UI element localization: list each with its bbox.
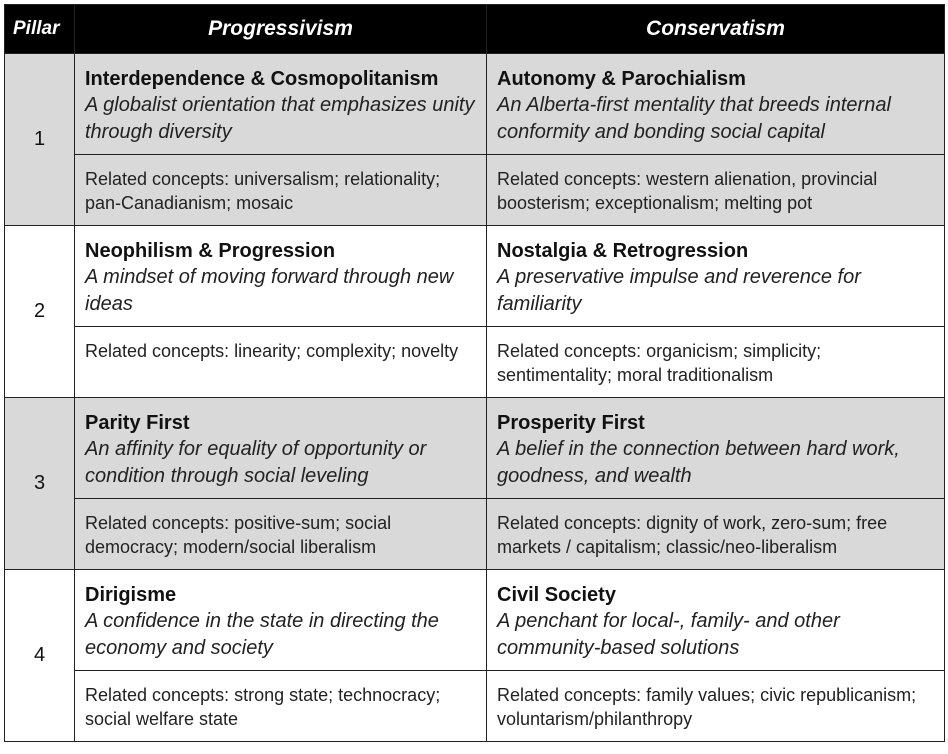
header-pillar: Pillar — [5, 5, 75, 54]
header-conservatism: Conservatism — [487, 5, 945, 54]
progressivism-title: Neophilism & Progression — [85, 240, 336, 262]
progressivism-title: Interdependence & Cosmopolitanism — [85, 68, 439, 90]
conservatism-title: Prosperity First — [497, 412, 645, 434]
pillar-2-main-row — [5, 226, 945, 327]
progressivism-cell — [75, 226, 487, 327]
progressivism-description: A globalist orientation that emphasizes unity through diversity — [85, 94, 475, 143]
pillars-table — [4, 4, 945, 742]
progressivism-description: A confidence in the state in directing the economy and society — [85, 610, 439, 659]
progressivism-related: Related concepts: strong state; technocracy; social welfare state — [75, 671, 487, 742]
progressivism-related: Related concepts: linearity; complexity; novelty — [75, 327, 487, 398]
progressivism-title: Dirigisme — [85, 584, 177, 606]
pillar-2-related-row — [5, 327, 945, 398]
progressivism-related: Related concepts: universalism; relationality; pan-Canadianism; mosaic — [75, 155, 487, 226]
pillar-4-main-row — [5, 570, 945, 671]
conservatism-cell — [487, 570, 945, 671]
conservatism-related: Related concepts: dignity of work, zero-sum; free markets / capitalism; classic/neo-liberalism — [487, 499, 945, 570]
pillar-4-related-row — [5, 671, 945, 742]
progressivism-related: Related concepts: positive-sum; social democracy; modern/social liberalism — [75, 499, 487, 570]
conservatism-description: An Alberta-first mentality that breeds internal conformity and bonding social capital — [497, 94, 891, 143]
pillar-3-main-row — [5, 398, 945, 499]
pillar-1-main-row — [5, 54, 945, 155]
progressivism-description: A mindset of moving forward through new ideas — [85, 266, 454, 315]
conservatism-related: Related concepts: family values; civic republicanism; voluntarism/philanthropy — [487, 671, 945, 742]
conservatism-related: Related concepts: organicism; simplicity; sentimentality; moral traditionalism — [487, 327, 945, 398]
conservatism-title: Autonomy & Parochialism — [497, 68, 746, 90]
progressivism-cell — [75, 398, 487, 499]
pillar-number: 2 — [5, 226, 75, 398]
conservatism-description: A belief in the connection between hard work, goodness, and wealth — [497, 438, 900, 487]
progressivism-cell — [75, 54, 487, 155]
conservatism-cell — [487, 398, 945, 499]
pillar-3-related-row — [5, 499, 945, 570]
pillar-number: 3 — [5, 398, 75, 570]
conservatism-title: Civil Society — [497, 584, 616, 606]
progressivism-cell — [75, 570, 487, 671]
progressivism-description: An affinity for equality of opportunity or condition through social leveling — [85, 438, 427, 487]
conservatism-cell — [487, 54, 945, 155]
conservatism-description: A preservative impulse and reverence for familiarity — [497, 266, 861, 315]
conservatism-related: Related concepts: western alienation, provincial boosterism; exceptionalism; melting pot — [487, 155, 945, 226]
header-row — [5, 5, 945, 54]
pillar-1-related-row — [5, 155, 945, 226]
pillar-number: 1 — [5, 54, 75, 226]
conservatism-description: A penchant for local-, family- and other community-based solutions — [497, 610, 840, 659]
header-progressivism: Progressivism — [75, 5, 487, 54]
pillar-number: 4 — [5, 570, 75, 742]
progressivism-title: Parity First — [85, 412, 190, 434]
conservatism-title: Nostalgia & Retrogression — [497, 240, 749, 262]
conservatism-cell — [487, 226, 945, 327]
